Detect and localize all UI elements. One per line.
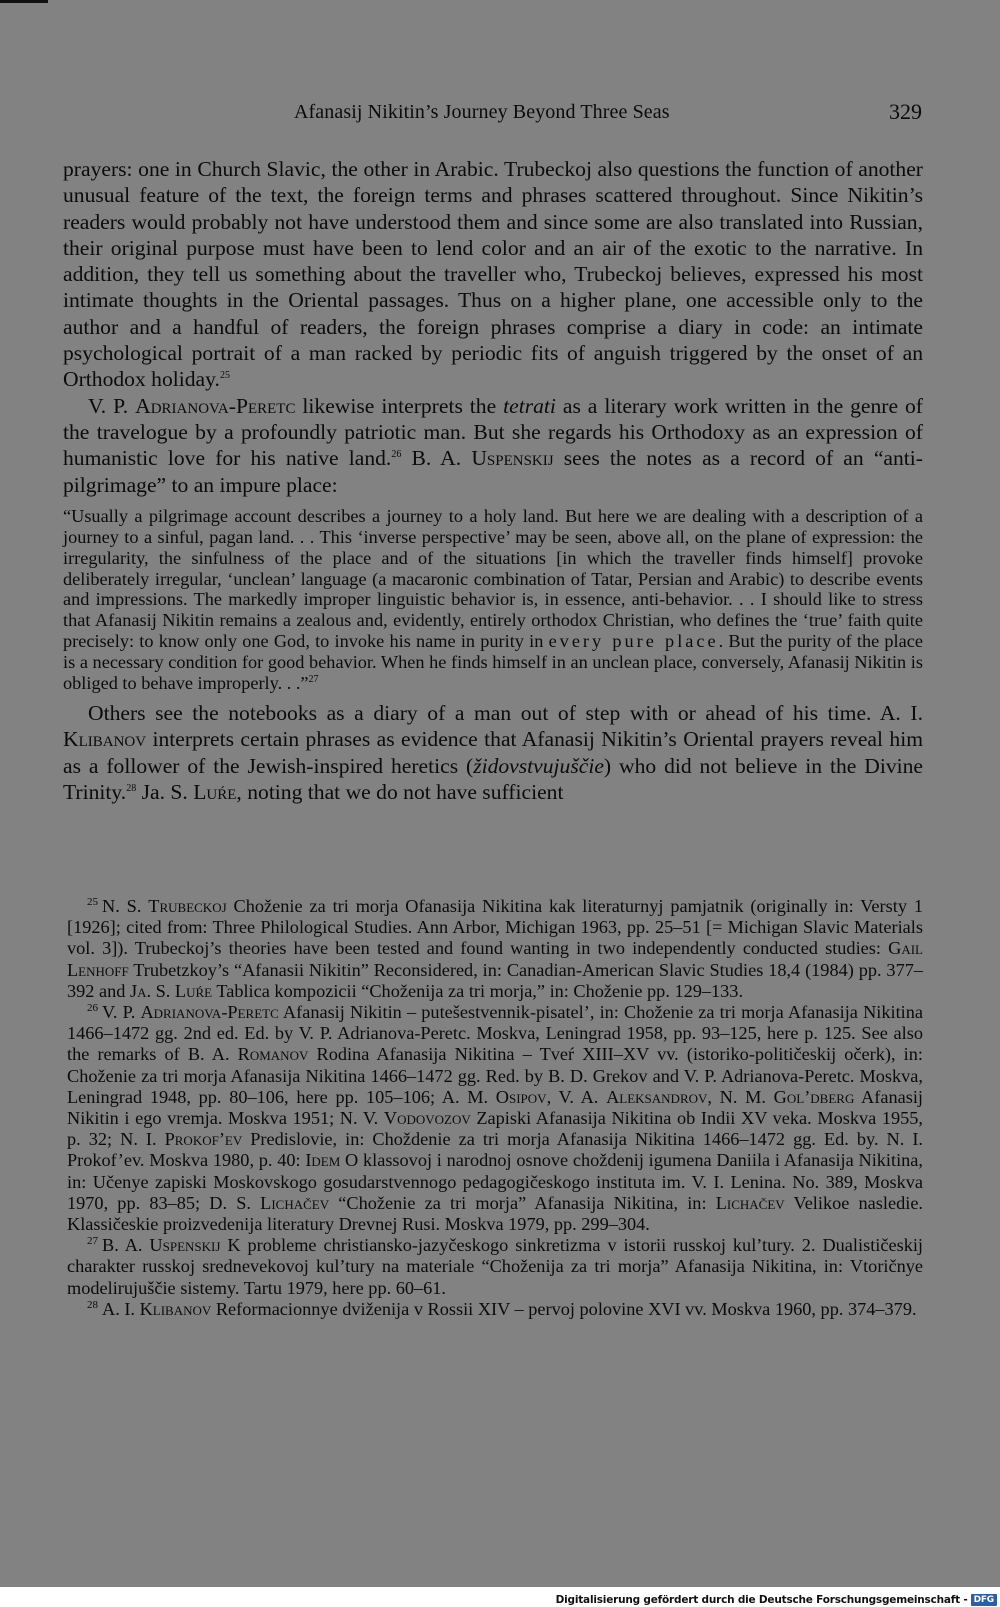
footnote-28: [67, 1299, 923, 1320]
footnote-text: N. S.: [102, 896, 149, 916]
footnote-text: Choženie za tri morja Ofanasija Nikitina kak literaturnyj pamjatnik (originally in: Versty 1 [1926]; cited from: Three Philological Studies. Ann Arbor, Michigan 1963, pp. 25–51 [= Michigan Slavic Materials vol. 3]). Trubeckoj’s theories have been tested and found wanting in two independently conducted studies:: [67, 896, 923, 959]
footnote-text: Trubetzkoy’s “Afanasii Nikitin” Reconsidered, in: Canadian-American Slavic Studies 18,4 (1984) pp. 377–392 and: [67, 959, 923, 1001]
footnote-text: Rodina Afanasija Nikitina – Tveŕ XIII–XV vv. (istoriko-političeskij očerk), in: Choženie za tri morja Afanasija Nikitina 1466–1472 gg. Red. by B. D. Grekov and V. P. Adrianova-Peretc. Moskva, Leningrad 1948, pp. 80–106, here pp. 105–106; A. M.: [67, 1044, 923, 1107]
paragraph-3-text: ) who did not believe in the Divine Trinity.: [63, 753, 923, 804]
footnote-text: , V. A.: [546, 1086, 607, 1107]
author-name: Aleksandrov: [606, 1086, 708, 1107]
footnote-text: Tablica kompozicii “Choženija za tri morja,” in: Choženie pp. 129–133.: [212, 980, 744, 1001]
footnote-27: [67, 1235, 923, 1299]
paragraph-3: [63, 700, 923, 805]
paragraph-1-text: prayers: one in Church Slavic, the other in Arabic. Trubeckoj also questions the function of another unusual feature of the text, the foreign terms and phrases scattered throughout. Since Nikitin’s readers would probably not have understood them and since some are also translated into Russian, their original purpose must have been to lend color and an air of the exotic to the narrative. In addition, they tell us something about the traveller who, Trubeckoj believes, expressed his most intimate thoughts in the Oriental passages. Thus on a higher plane, one accessible only to the author and a handful of readers, the foreign phrases comprise a diary in code: an intimate psychological portrait of a man racked by periodic fits of anguish triggered by the onset of an Orthodox holiday.: [63, 157, 923, 392]
footnote-number: 25: [87, 895, 98, 908]
footnote-ref-26: 26: [391, 449, 402, 461]
footnote-ref-27: 27: [308, 674, 319, 686]
paragraph-2-text: likewise interprets the: [295, 393, 504, 418]
paragraph-3-text: Ja. S.: [136, 779, 194, 804]
footnote-text: Zapiski Afanasija Nikitina ob Indii XV veka. Moskva 1955, p. 32; N. I.: [67, 1108, 923, 1150]
quote-text: “Usually a pilgrimage account describes a journey to a holy land. But here we are dealing with a description of a journey to a sinful, pagan land. . . This ‘inverse perspective’ may be seen, above all, on the plane of expression: the irregularity, the sinfulness of the place and of the situations [in which the traveller finds himself] provoke deliberately irregular, ‘unclean’ language (a macaronic combination of Tatar, Persian and Arabic) to describe events and impressions. The markedly improper linguistic behavior is, in essence, anti-behavior. . . I should like to stress that Afanasij Nikitin remains a zealous and, evidently, entirely orthodox Christian, who defines the ‘true’ faith quite precisely: to know only one God, to invoke his name in purity in: [63, 505, 923, 652]
author-name: Ja. S. Luŕe: [129, 980, 213, 1001]
footnote-number: 27: [87, 1235, 98, 1248]
main-text: [63, 156, 923, 805]
paragraph-3-text: Others see the notebooks as a diary of a man out of step with or ahead of his time. A. I.: [88, 701, 923, 726]
paragraph-2: [63, 393, 923, 498]
author-name: Klibanov: [139, 1298, 212, 1319]
paragraph-2-text: as a literary work written in the genre of the travelogue by a profoundly patriotic man. But she regards his Orthodoxy as an expression of humanistic love for his native land.: [63, 393, 923, 471]
spaced-emphasis: every pure place: [548, 631, 719, 652]
author-name: Luŕe: [193, 779, 237, 804]
author-name: Uspenskij: [471, 446, 554, 471]
author-name: Uspenskij: [149, 1235, 221, 1256]
paragraph-2-text: B. A.: [401, 446, 472, 471]
quote-text: . But the purity of the place is a necessary condition for good behavior. When he finds himself in an unclean place, conversely, Afanasij Nikitin is obliged to behave improperly. . .”: [63, 631, 923, 694]
footnote-25: [67, 896, 923, 1002]
footnote-ref-25: 25: [219, 370, 230, 382]
author-name: Adrianova-Peretc: [140, 1002, 279, 1023]
footnote-text: , N. M.: [707, 1086, 774, 1107]
author-name: Adrianova-Peretc: [135, 393, 296, 418]
author-name: Gail Lenhoff: [67, 938, 923, 980]
author-name: Lichačev: [260, 1192, 330, 1213]
author-name: Romanov: [237, 1044, 309, 1065]
running-title: Afanasij Nikitin’s Journey Beyond Three Seas: [294, 101, 670, 123]
footnote-text: O klassovoj i narodnoj osnove choždenij igumena Daniila i Afanasija Nikitina, in: Učenye zapiski Moskovskogo gosudarstvennogo pedagogičeskogo instituta im. V. I. Lenina. No. 389, Moskva 1970, pp. 83–85; D. S.: [67, 1150, 923, 1213]
author-name: Osipov: [495, 1086, 547, 1107]
footnote-26: [67, 1002, 923, 1235]
digitization-credit: [556, 1594, 997, 1606]
footnotes: [67, 896, 923, 1320]
footnote-ref-28: 28: [126, 782, 137, 794]
page-number: 329: [889, 99, 922, 124]
footnote-text: K probleme christiansko-jazyčeskogo sinkretizma v istorii russkoj kul’tury. 2. Dualističeskij charakter russkoj srednevekovoj kul’tury na materiale “Choženija za tri morja” Afanasija Nikitina, in: Vtoričnye modelirujuščie sistemy. Tartu 1979, here pp. 60–61.: [67, 1235, 923, 1298]
term-italic: tetrati: [503, 393, 556, 418]
footnote-text: Afanasij Nikitin – putešestvennik-pisatel’, in: Choženie za tri morja Afanasija Nikitina 1466–1472 gg. 2nd ed. Ed. by V. P. Adrianova-Peretc. Moskva, Leningrad 1958, pp. 93–125, here p. 125. See also the remarks of B. A.: [67, 1002, 924, 1065]
author-name: Klibanov: [63, 727, 147, 752]
author-name: Prokof’ev: [164, 1129, 243, 1150]
footnote-number: 26: [87, 1001, 98, 1014]
dfg-logo-icon: DFG: [971, 1594, 997, 1606]
paragraph-3-text: , noting that we do not have sufficient: [236, 779, 564, 804]
paragraph-1: [63, 156, 923, 393]
footnote-text: B. A.: [102, 1235, 150, 1256]
block-quote: [63, 506, 923, 694]
footnote-text: Afanasij Nikitin i ego vremja. Moskva 1951; N. V.: [67, 1086, 923, 1129]
footnote-text: A. I.: [102, 1298, 140, 1319]
footnote-number: 28: [87, 1298, 98, 1311]
author-name: Gol’dberg: [773, 1086, 855, 1107]
footnote-text: Reformacionnye dviženija v Rossii XIV – pervoj polovine XVI vv. Moskva 1960, pp. 374–379.: [211, 1298, 917, 1319]
paragraph-3-text: interprets certain phrases as evidence that Afanasij Nikitin’s Oriental prayers reveal him as a follower of the Jewish-inspired heretics (: [63, 727, 923, 778]
footnote-text: “Choženie za tri morja” Afanasija Nikitina, in:: [329, 1192, 716, 1213]
author-name: Idem: [305, 1150, 341, 1171]
digitization-credit-text: Digitalisierung gefördert durch die Deutsche Forschungsgemeinschaft -: [555, 1594, 968, 1606]
term-italic: židovstvujuščie: [473, 753, 604, 778]
scan-corner-mark: [0, 0, 48, 3]
paragraph-2-text: V. P.: [88, 393, 136, 418]
author-name: Vodovozov: [383, 1108, 471, 1129]
footnote-text: Predislovie, in: Choždenie za tri morja Afanasija Nikitina 1466–1472 gg. Ed. by. N. I. Prokof’ev. Moskva 1980, p. 40:: [67, 1129, 923, 1171]
author-name: Trubeckoj: [148, 896, 227, 916]
author-name: Lichačev: [715, 1192, 785, 1213]
paragraph-2-text: sees the notes as a record of an “anti-pilgrimage” to an impure place:: [63, 446, 923, 497]
footnote-text: Velikoe nasledie. Klassičeskie proizvedenija literatury Drevnej Rusi. Moskva 1979, pp. 299–304.: [67, 1192, 923, 1235]
footnote-text: V. P.: [102, 1002, 141, 1023]
